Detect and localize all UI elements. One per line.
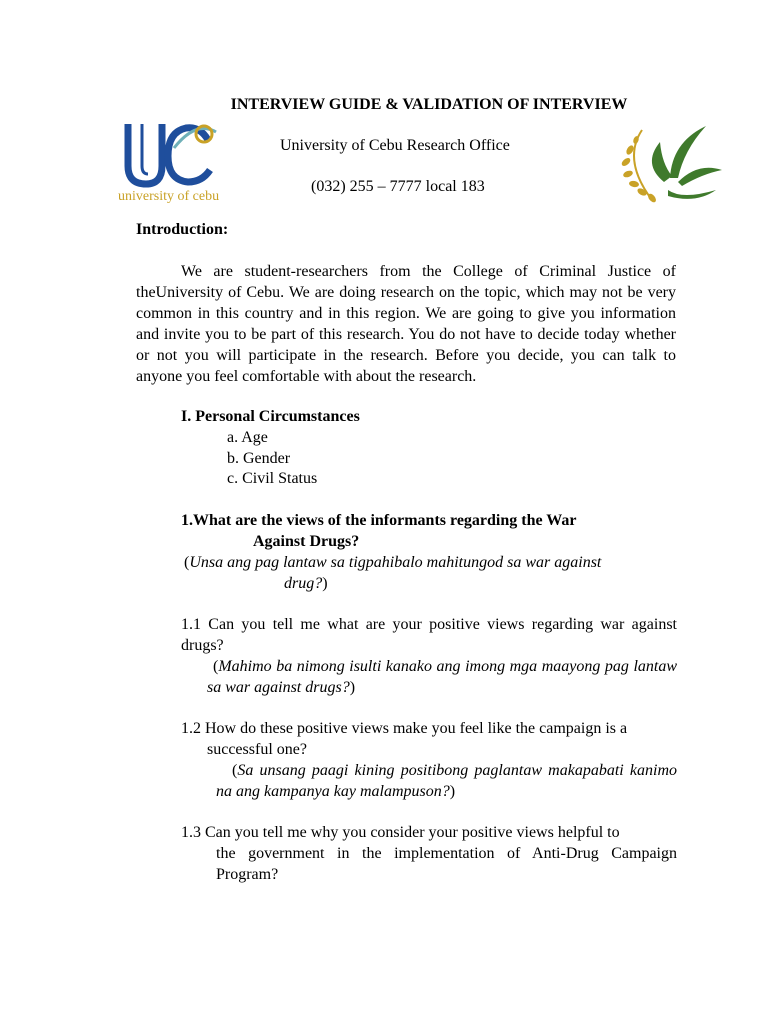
paren-close: ) [322,575,328,592]
document-title: INTERVIEW GUIDE & VALIDATION OF INTERVIEW [230,96,628,113]
question-1-line1: 1.What are the views of the informants regarding the War [181,512,577,529]
list-item-civil-status: c. Civil Status [227,470,318,487]
question-1-1: 1.1 Can you tell me what are your positive views regarding war against drugs? [181,616,677,654]
question-1-3-line1: 1.3 Can you tell me why you consider your positive views helpful to [181,824,620,841]
question-1-2-translation [216,760,677,802]
question-1-translation-line2 [284,573,328,594]
question-1-1-translation-text: Mahimo ba nimong isulti kanako ang imong mga maayong pag lantaw sa war against drugs? [207,658,677,696]
question-1-translation-text-2: drug? [284,575,323,592]
research-office-name: University of Cebu Research Office [280,137,510,154]
introduction-heading: Introduction: [136,221,229,238]
question-1-1-translation [207,656,677,698]
question-1-2-line1: 1.2 How do these positive views make you feel like the campaign is a [181,720,628,737]
question-1-2-line2: successful one? [207,741,307,758]
list-item-gender: b. Gender [227,450,291,467]
office-phone-number: (032) 255 – 7777 local 183 [311,178,485,195]
question-1-line2: Against Drugs? [253,533,360,550]
paren-open: ( [232,762,238,779]
question-1-3-rest: the government in the implementation of Anti-Drug Campaign Program? [216,845,677,883]
question-1-2-translation-text: Sa unsang paagi kining positibong paglantaw makapabati kanimo na ang kampanya kay malampuson? [216,762,677,800]
university-of-cebu-wordmark: university of cebu [118,189,220,204]
question-1-translation-text: Unsa ang pag lantaw sa tigpahibalo mahitungod sa war against [189,554,602,571]
introduction-paragraph: We are student-researchers from the College of Criminal Justice of theUniversity of Cebu. We are doing research on the topic, which may not be very common in this country and in this region. We are going to give you information and invite you to be part of this research. You do not have to decide today whether or not you will participate in the research. Before you decide, you can talk to anyone you feel comfortable with about the research. [136,263,676,385]
university-of-cebu-logo [116,118,228,204]
personal-circumstances-heading: I. Personal Circumstances [181,408,360,425]
paren-close: ) [449,783,456,800]
paren-open: ( [184,554,190,571]
question-1-translation-line1 [184,552,670,573]
research-office-leaf-logo [612,120,728,208]
list-item-age: a. Age [227,429,268,446]
paren-open: ( [213,658,219,675]
paren-close: ) [349,679,356,696]
